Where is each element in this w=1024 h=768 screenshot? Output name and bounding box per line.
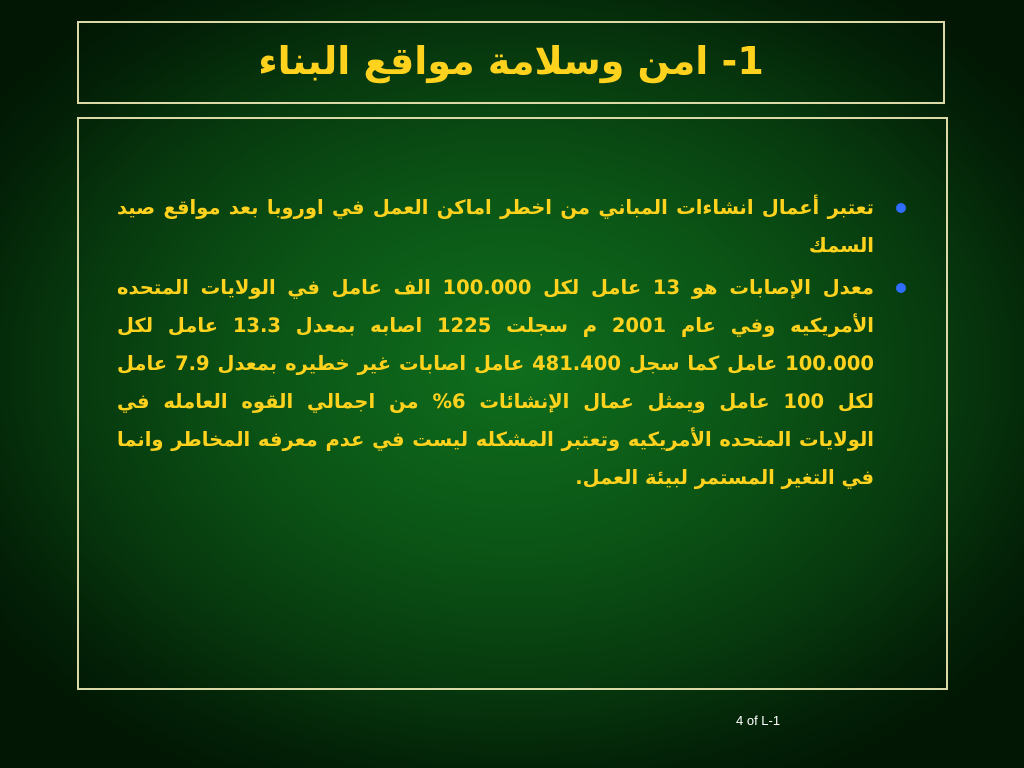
bullet-dot-icon — [896, 203, 906, 213]
slide-footer: 4 of L-1 — [736, 713, 781, 728]
slide-content-box — [77, 117, 948, 690]
bullet-item-1 — [117, 189, 910, 265]
bullet-text-1: تعتبر أعمال انشاءات المباني من اخطر اماكن العمل في اوروبا بعد مواقع صيد السمك — [117, 196, 874, 257]
bullet-dot-icon — [896, 283, 906, 293]
slide-title-box — [77, 21, 945, 104]
bullet-item-2 — [117, 269, 910, 497]
slide-title: 1- امن وسلامة مواقع البناء — [258, 38, 764, 83]
bullet-list — [117, 189, 910, 501]
bullet-text-2: معدل الإصابات هو 13 عامل لكل 100.000 الف عامل في الولايات المتحده الأمريكيه وفي عام 2001 م سجلت 1225 اصابه بمعدل 13.3 عامل لكل 100.000 عامل كما سجل 481.400 عامل اصابات غير خطيره بمعدل 7.9 عامل لكل 100 عامل ويمثل عمال الإنشائات 6% من اجمالي القوه العامله في الولايات المتحده الأمريكيه وتعتبر المشكله ليست في عدم معرفه المخاطر وانما في التغير المستمر لبيئة العمل. — [117, 276, 875, 489]
